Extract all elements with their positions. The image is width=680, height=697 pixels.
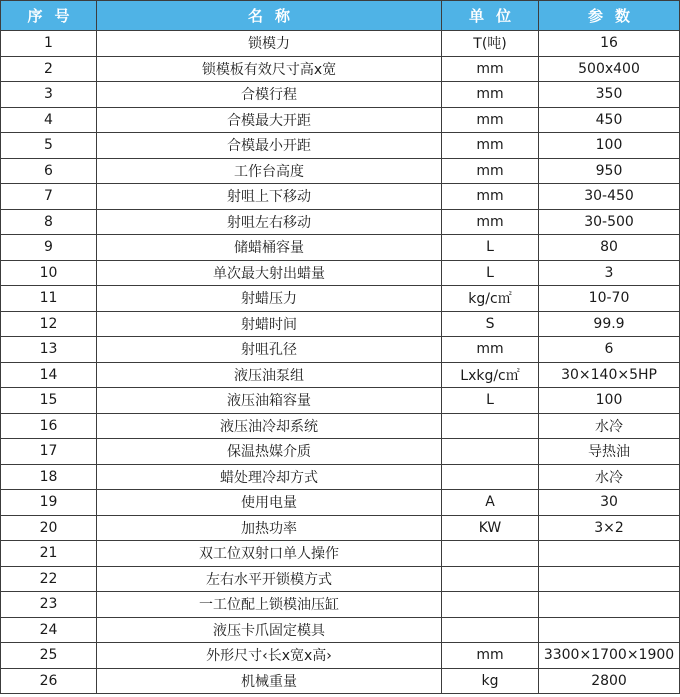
row-name-cell: 射蜡压力	[97, 286, 442, 312]
table-row	[1, 184, 680, 210]
row-seq-cell: 9	[1, 235, 97, 261]
table-row	[1, 413, 680, 439]
row-seq-cell: 15	[1, 388, 97, 414]
row-name-cell: 双工位双射口单人操作	[97, 541, 442, 567]
row-seq-cell: 26	[1, 668, 97, 694]
row-seq-cell: 1	[1, 31, 97, 57]
row-param-cell: 350	[539, 82, 680, 108]
header-unit: 单位	[442, 1, 539, 31]
header-name: 名称	[97, 1, 442, 31]
table-row	[1, 617, 680, 643]
row-param-cell	[539, 541, 680, 567]
row-seq-cell: 21	[1, 541, 97, 567]
row-unit-cell: L	[442, 235, 539, 261]
table-row	[1, 82, 680, 108]
row-unit-cell: mm	[442, 209, 539, 235]
row-unit-cell: L	[442, 388, 539, 414]
row-name-cell: 射咀左右移动	[97, 209, 442, 235]
row-name-cell: 合模行程	[97, 82, 442, 108]
table-row	[1, 133, 680, 159]
row-name-cell: 蜡处理冷却方式	[97, 464, 442, 490]
row-name-cell: 液压卡爪固定模具	[97, 617, 442, 643]
row-param-cell: 3×2	[539, 515, 680, 541]
row-seq-cell: 2	[1, 56, 97, 82]
row-seq-cell: 11	[1, 286, 97, 312]
table-row	[1, 592, 680, 618]
row-unit-cell: mm	[442, 643, 539, 669]
table-row	[1, 464, 680, 490]
row-name-cell: 单次最大射出蜡量	[97, 260, 442, 286]
table-row	[1, 388, 680, 414]
table-row	[1, 31, 680, 57]
row-name-cell: 射咀上下移动	[97, 184, 442, 210]
table-row	[1, 541, 680, 567]
table-row	[1, 107, 680, 133]
row-unit-cell: mm	[442, 107, 539, 133]
row-seq-cell: 16	[1, 413, 97, 439]
row-name-cell: 一工位配上锁模油压缸	[97, 592, 442, 618]
table-row	[1, 643, 680, 669]
row-param-cell: 99.9	[539, 311, 680, 337]
row-seq-cell: 4	[1, 107, 97, 133]
row-param-cell: 100	[539, 133, 680, 159]
row-param-cell: 导热油	[539, 439, 680, 465]
table-row	[1, 362, 680, 388]
row-seq-cell: 7	[1, 184, 97, 210]
row-seq-cell: 18	[1, 464, 97, 490]
row-seq-cell: 8	[1, 209, 97, 235]
row-seq-cell: 14	[1, 362, 97, 388]
row-seq-cell: 13	[1, 337, 97, 363]
row-unit-cell	[442, 617, 539, 643]
row-name-cell: 射咀孔径	[97, 337, 442, 363]
row-param-cell: 2800	[539, 668, 680, 694]
row-param-cell: 6	[539, 337, 680, 363]
table-row	[1, 209, 680, 235]
table-row	[1, 158, 680, 184]
row-unit-cell: mm	[442, 133, 539, 159]
row-unit-cell	[442, 464, 539, 490]
row-param-cell: 500x400	[539, 56, 680, 82]
table-row	[1, 515, 680, 541]
row-unit-cell	[442, 541, 539, 567]
row-unit-cell: L	[442, 260, 539, 286]
row-seq-cell: 5	[1, 133, 97, 159]
row-name-cell: 保温热媒介质	[97, 439, 442, 465]
row-seq-cell: 3	[1, 82, 97, 108]
row-seq-cell: 6	[1, 158, 97, 184]
row-unit-cell: mm	[442, 56, 539, 82]
row-param-cell: 950	[539, 158, 680, 184]
row-param-cell: 3300×1700×1900	[539, 643, 680, 669]
row-param-cell: 30-450	[539, 184, 680, 210]
row-param-cell: 水冷	[539, 413, 680, 439]
row-seq-cell: 22	[1, 566, 97, 592]
row-unit-cell: A	[442, 490, 539, 516]
table-row	[1, 439, 680, 465]
row-name-cell: 加热功率	[97, 515, 442, 541]
row-unit-cell: kg/c㎡	[442, 286, 539, 312]
row-unit-cell: mm	[442, 337, 539, 363]
table-row	[1, 668, 680, 694]
table-row	[1, 56, 680, 82]
row-name-cell: 合模最小开距	[97, 133, 442, 159]
row-param-cell	[539, 617, 680, 643]
table-row	[1, 235, 680, 261]
row-param-cell: 3	[539, 260, 680, 286]
header-seq: 序号	[1, 1, 97, 31]
row-param-cell: 水冷	[539, 464, 680, 490]
row-name-cell: 液压油泵组	[97, 362, 442, 388]
row-unit-cell	[442, 566, 539, 592]
header-row	[1, 1, 680, 31]
row-seq-cell: 17	[1, 439, 97, 465]
row-unit-cell	[442, 439, 539, 465]
table-body	[1, 31, 680, 694]
row-name-cell: 外形尺寸‹长x宽x高›	[97, 643, 442, 669]
row-param-cell: 30×140×5HP	[539, 362, 680, 388]
table-header	[1, 1, 680, 31]
row-seq-cell: 12	[1, 311, 97, 337]
row-unit-cell: mm	[442, 184, 539, 210]
row-name-cell: 液压油箱容量	[97, 388, 442, 414]
row-name-cell: 储蜡桶容量	[97, 235, 442, 261]
row-param-cell	[539, 566, 680, 592]
table-row	[1, 311, 680, 337]
row-unit-cell	[442, 592, 539, 618]
row-param-cell: 16	[539, 31, 680, 57]
row-param-cell: 450	[539, 107, 680, 133]
row-seq-cell: 10	[1, 260, 97, 286]
row-param-cell: 100	[539, 388, 680, 414]
row-unit-cell: S	[442, 311, 539, 337]
row-name-cell: 机械重量	[97, 668, 442, 694]
row-param-cell: 30-500	[539, 209, 680, 235]
table-row	[1, 566, 680, 592]
row-seq-cell: 19	[1, 490, 97, 516]
row-param-cell: 80	[539, 235, 680, 261]
row-unit-cell	[442, 413, 539, 439]
row-seq-cell: 23	[1, 592, 97, 618]
row-unit-cell: mm	[442, 158, 539, 184]
table-row	[1, 286, 680, 312]
table-row	[1, 337, 680, 363]
row-seq-cell: 20	[1, 515, 97, 541]
header-param: 参数	[539, 1, 680, 31]
row-name-cell: 使用电量	[97, 490, 442, 516]
row-name-cell: 工作台高度	[97, 158, 442, 184]
row-param-cell: 10-70	[539, 286, 680, 312]
row-unit-cell: T(吨)	[442, 31, 539, 57]
row-seq-cell: 25	[1, 643, 97, 669]
row-seq-cell: 24	[1, 617, 97, 643]
row-unit-cell: kg	[442, 668, 539, 694]
row-name-cell: 液压油冷却系统	[97, 413, 442, 439]
row-param-cell	[539, 592, 680, 618]
row-name-cell: 锁模板有效尺寸高x宽	[97, 56, 442, 82]
row-name-cell: 合模最大开距	[97, 107, 442, 133]
row-unit-cell: mm	[442, 82, 539, 108]
row-unit-cell: KW	[442, 515, 539, 541]
row-name-cell: 锁模力	[97, 31, 442, 57]
row-param-cell: 30	[539, 490, 680, 516]
row-unit-cell: Lxkg/c㎡	[442, 362, 539, 388]
row-name-cell: 左右水平开锁模方式	[97, 566, 442, 592]
table-row	[1, 260, 680, 286]
row-name-cell: 射蜡时间	[97, 311, 442, 337]
table-row	[1, 490, 680, 516]
